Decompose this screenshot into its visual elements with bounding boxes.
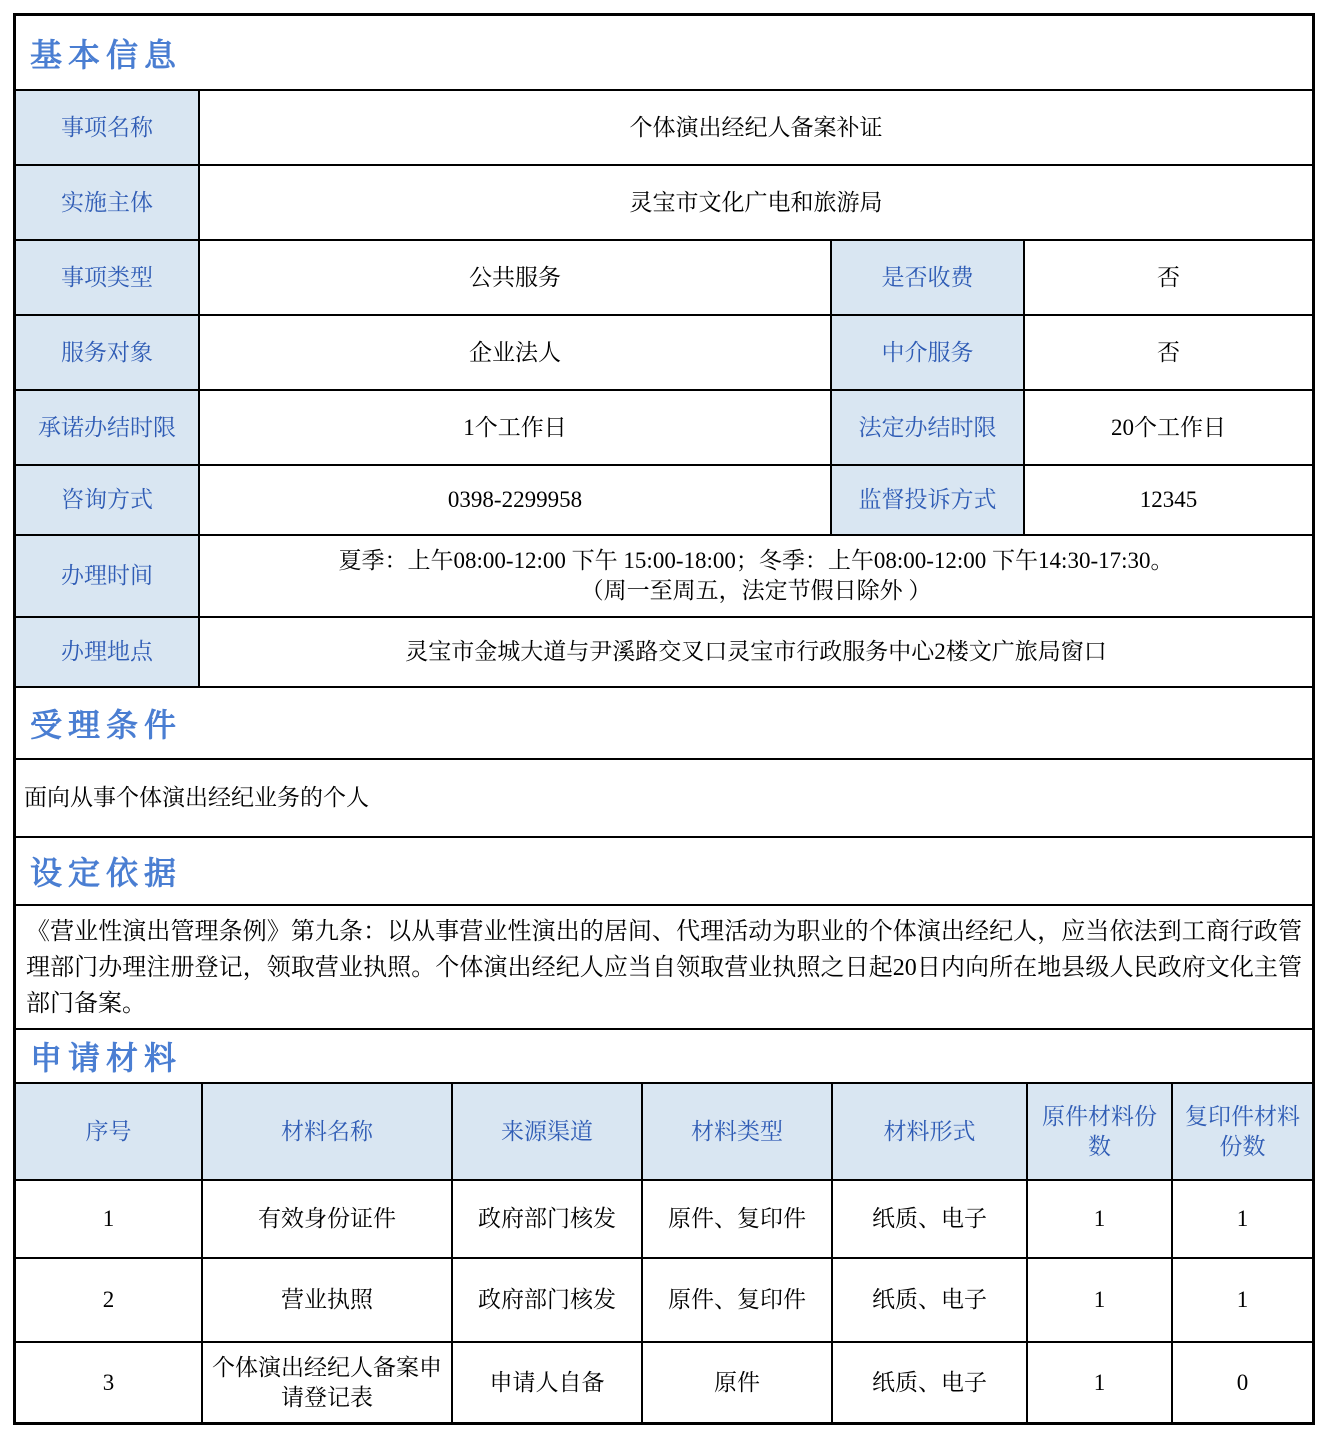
material-type: 原件 bbox=[643, 1343, 833, 1422]
material-source: 申请人自备 bbox=[453, 1343, 643, 1422]
materials-header-source: 来源渠道 bbox=[453, 1084, 643, 1179]
table-row-implementing-body bbox=[16, 166, 1312, 241]
material-source: 政府部门核发 bbox=[453, 1181, 643, 1257]
row-value-service-target: 企业法人 bbox=[200, 316, 832, 389]
material-copy-count: 0 bbox=[1236, 1369, 1249, 1395]
material-original-count: 1 bbox=[1028, 1343, 1173, 1422]
material-name: 有效身份证件 bbox=[203, 1181, 453, 1257]
material-index: 1 bbox=[16, 1181, 203, 1257]
section-title-application-materials: 申请材料 bbox=[30, 1040, 183, 1076]
material-index: 3 bbox=[16, 1343, 203, 1422]
table-row-consultation-method bbox=[16, 466, 1312, 536]
row-value-complaint-method: 12345 bbox=[1139, 487, 1198, 512]
table-row-item-name bbox=[16, 91, 1312, 166]
materials-header-form: 材料形式 bbox=[833, 1084, 1028, 1179]
row-label-legal-time-limit: 法定办结时限 bbox=[832, 391, 1025, 464]
material-type: 原件、复印件 bbox=[643, 1259, 833, 1341]
processing-time-line1: 夏季：上午08:00-12:00 下午 15:00-18:00；冬季：上午08:00-12:00 下午14:30-17:30。 bbox=[338, 548, 1174, 573]
section-title-setting-basis: 设定依据 bbox=[30, 855, 183, 891]
row-label-item-name: 事项名称 bbox=[16, 91, 200, 164]
section-title-acceptance-conditions: 受理条件 bbox=[30, 707, 183, 743]
material-copy-count: 1 bbox=[1236, 1287, 1249, 1312]
row-value-legal-time-limit: 20个工作日 bbox=[1111, 414, 1226, 440]
section-title-basic-info: 基本信息 bbox=[30, 36, 183, 73]
row-label-intermediary-service: 中介服务 bbox=[832, 316, 1025, 389]
row-value-item-name: 个体演出经纪人备案补证 bbox=[629, 114, 883, 140]
materials-row-2 bbox=[16, 1259, 1312, 1343]
materials-header-row bbox=[16, 1084, 1312, 1181]
row-label-fee-charged: 是否收费 bbox=[832, 241, 1025, 314]
materials-header-copy-count: 复印件材料份数 bbox=[1173, 1084, 1312, 1179]
material-type: 原件、复印件 bbox=[643, 1181, 833, 1257]
section-basis-title-row bbox=[16, 838, 1312, 906]
row-label-processing-location: 办理地点 bbox=[16, 618, 200, 686]
table-row-service-target bbox=[16, 316, 1312, 391]
table-row-processing-location bbox=[16, 618, 1312, 688]
material-name: 个体演出经纪人备案申请登记表 bbox=[203, 1343, 453, 1422]
row-value-fee-charged: 否 bbox=[1157, 264, 1180, 290]
row-value-item-type: 公共服务 bbox=[200, 241, 832, 314]
row-value-promised-time-limit: 1个工作日 bbox=[200, 391, 832, 464]
row-label-processing-time: 办理时间 bbox=[16, 536, 200, 616]
basis-content-text: 《营业性演出管理条例》第九条：以从事营业性演出的居间、代理活动为职业的个体演出经纪人，应当依法到工商行政管理部门办理注册登记，领取营业执照。个体演出经纪人应当自领取营业执照之日起20日内向所在地县级人民政府文化主管部门备案。 bbox=[26, 919, 1302, 1017]
materials-header-name: 材料名称 bbox=[203, 1084, 453, 1179]
section-materials-title-row bbox=[16, 1030, 1312, 1084]
materials-row-1 bbox=[16, 1181, 1312, 1259]
material-form: 纸质、电子 bbox=[833, 1343, 1028, 1422]
materials-header-type: 材料类型 bbox=[643, 1084, 833, 1179]
material-form: 纸质、电子 bbox=[833, 1181, 1028, 1257]
table-row-processing-time bbox=[16, 536, 1312, 618]
materials-row-3 bbox=[16, 1343, 1312, 1422]
acceptance-content-row bbox=[16, 760, 1312, 838]
service-info-table bbox=[13, 13, 1315, 1425]
acceptance-content-text: 面向从事个体演出经纪业务的个人 bbox=[24, 785, 369, 810]
row-value-intermediary-service: 否 bbox=[1157, 339, 1180, 365]
material-name: 营业执照 bbox=[203, 1259, 453, 1341]
materials-header-index: 序号 bbox=[16, 1084, 203, 1179]
material-source: 政府部门核发 bbox=[453, 1259, 643, 1341]
basis-content-row bbox=[16, 906, 1312, 1030]
material-form: 纸质、电子 bbox=[833, 1259, 1028, 1341]
materials-header-original-count: 原件材料份数 bbox=[1028, 1084, 1173, 1179]
section-basic-info-title-row bbox=[16, 16, 1312, 91]
row-label-consultation-method: 咨询方式 bbox=[16, 466, 200, 534]
row-value-processing-location: 灵宝市金城大道与尹溪路交叉口灵宝市行政服务中心2楼文广旅局窗口 bbox=[405, 639, 1107, 664]
table-row-promised-time-limit bbox=[16, 391, 1312, 466]
row-value-consultation-method: 0398-2299958 bbox=[200, 466, 832, 534]
row-label-item-type: 事项类型 bbox=[16, 241, 200, 314]
row-value-implementing-body: 灵宝市文化广电和旅游局 bbox=[629, 189, 883, 215]
row-label-promised-time-limit: 承诺办结时限 bbox=[16, 391, 200, 464]
row-label-implementing-body: 实施主体 bbox=[16, 166, 200, 239]
section-acceptance-title-row bbox=[16, 688, 1312, 760]
row-value-processing-time bbox=[200, 536, 1312, 616]
material-original-count: 1 bbox=[1028, 1181, 1173, 1257]
row-label-complaint-method: 监督投诉方式 bbox=[832, 466, 1025, 534]
table-row-item-type bbox=[16, 241, 1312, 316]
material-copy-count: 1 bbox=[1236, 1206, 1249, 1231]
row-label-service-target: 服务对象 bbox=[16, 316, 200, 389]
material-original-count: 1 bbox=[1028, 1259, 1173, 1341]
material-index: 2 bbox=[16, 1259, 203, 1341]
processing-time-line2: （周一至周五，法定节假日除外 ） bbox=[580, 578, 932, 603]
